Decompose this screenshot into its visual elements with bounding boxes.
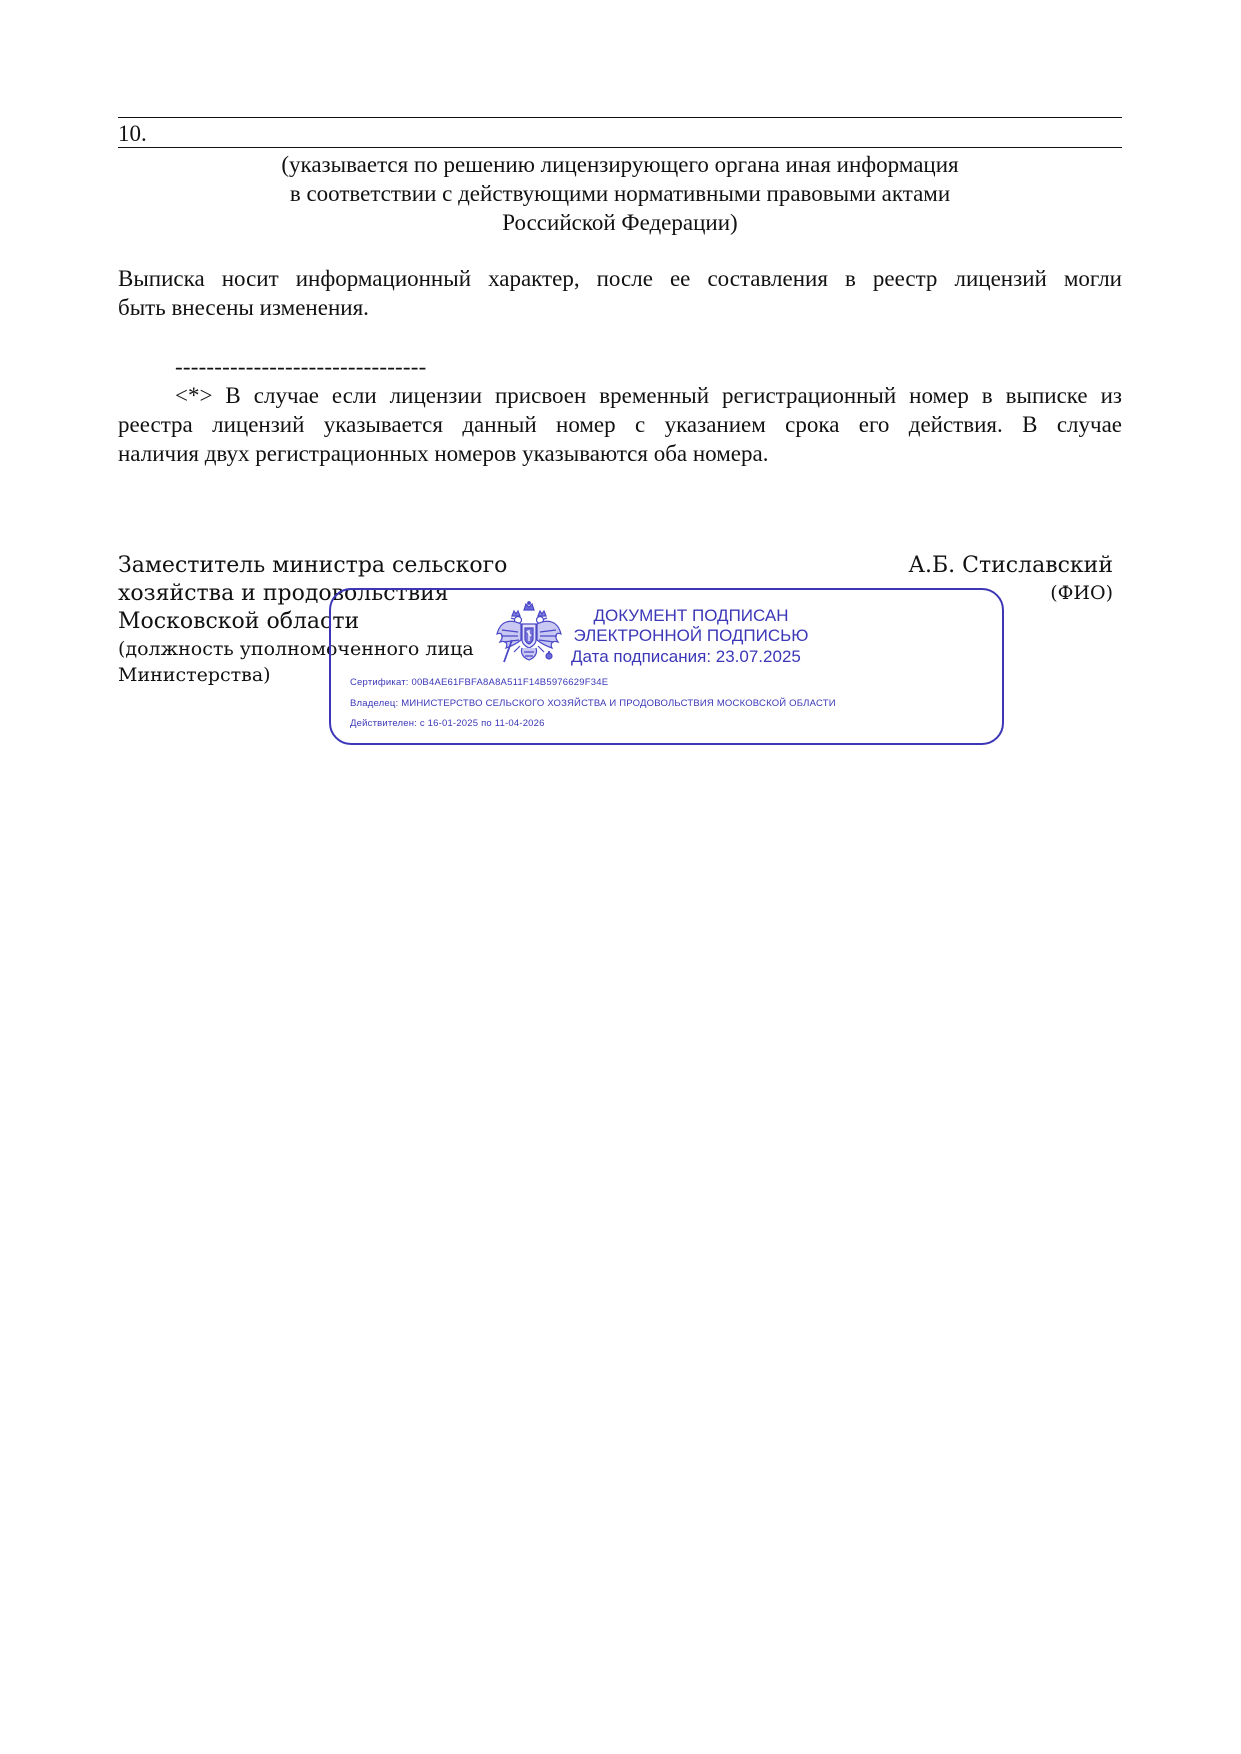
stamp-certificate: Сертификат: 00B4AE61FBFA8A8A511F14B5976629F34E: [350, 677, 609, 688]
field-number: 10.: [118, 121, 147, 146]
field-note-line: в соответствии с действующими нормативными правовыми актами: [289, 181, 951, 206]
disclaimer-paragraph: [118, 264, 1122, 322]
stamp-owner: Владелец: МИНИСТЕРСТВО СЕЛЬСКОГО ХОЗЯЙСТВА И ПРОДОВОЛЬСТВИЯ МОСКОВСКОЙ ОБЛАСТИ: [350, 698, 836, 709]
position-caption: (должность уполномоченного лица: [118, 638, 474, 660]
field-note-line: (указывается по решению лицензирующего органа иная информация: [281, 152, 959, 177]
stamp-validity: Действителен: с 16-01-2025 по 11-04-2026: [350, 718, 545, 729]
footnote-paragraph: [118, 381, 1122, 468]
footnote-line: <*> В случае если лицензии присвоен временный регистрационный номер в выписке из: [175, 383, 1122, 408]
stamp-title-line: ЭЛЕКТРОННОЙ ПОДПИСЬЮ: [573, 626, 809, 645]
electronic-signature-stamp: [329, 588, 1004, 745]
position-line: хозяйства и продовольствия: [118, 581, 449, 606]
footnote-line: наличия двух регистрационных номеров указываются оба номера.: [118, 441, 769, 466]
disclaimer-line: Выписка носит информационный характер, после ее составления в реестр лицензий могли: [118, 266, 1122, 291]
signatory-name: А.Б. Стиславский: [908, 553, 1113, 578]
stamp-title: [571, 606, 811, 646]
position-line: Московской области: [118, 609, 360, 634]
footnote-separator: --------------------------------: [175, 354, 427, 379]
stamp-signing-date: Дата подписания: 23.07.2025: [571, 647, 801, 666]
signatory-name-caption: (ФИО): [1050, 582, 1113, 604]
field-top-rule: [118, 117, 1122, 118]
position-caption: Министерства): [118, 664, 271, 686]
field-note-line: Российской Федерации): [502, 210, 738, 235]
footnote-line: реестра лицензий указывается данный номер с указанием срока его действия. В случае: [118, 412, 1122, 437]
coat-of-arms-icon: [494, 600, 564, 670]
field-bottom-rule: [118, 147, 1122, 148]
stamp-title-line: ДОКУМЕНТ ПОДПИСАН: [593, 606, 789, 625]
disclaimer-line: быть внесены изменения.: [118, 295, 369, 320]
field-note: [118, 150, 1122, 237]
position-line: Заместитель министра сельского: [118, 553, 508, 578]
